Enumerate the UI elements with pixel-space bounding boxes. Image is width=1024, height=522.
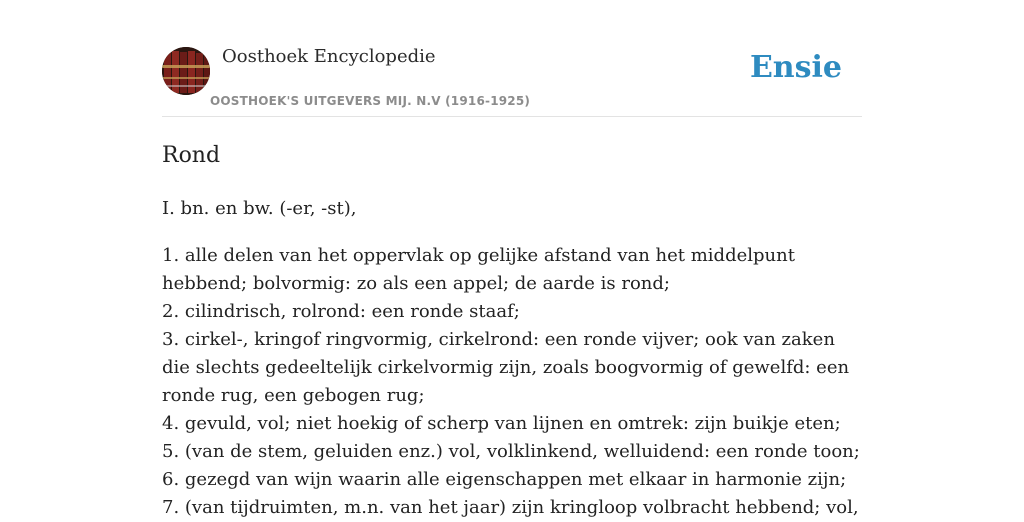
definition-item: 3. cirkel-, kringof ringvormig, cirkelrond: een ronde vijver; ook van zaken die slechts gedeeltelijk cirkelvormig zijn, zoals boogvormig of gewelfd: een ronde rug, een gebogen rug; (162, 329, 850, 406)
source-name[interactable]: Oosthoek Encyclopedie (222, 46, 436, 67)
definition-item: 7. (van tijdruimten, m.n. van het jaar) zijn kringloop volbracht hebbend; vol, (162, 497, 859, 518)
article-grammar-info: I. bn. en bw. (-er, -st), (162, 198, 357, 219)
article-title: Rond (162, 143, 221, 168)
source-avatar[interactable] (162, 47, 210, 95)
definition-item: 1. alle delen van het oppervlak op gelijke afstand van het middelpunt hebbend; bolvormig: zo als een appel; de aarde is rond; (162, 245, 795, 294)
page (162, 0, 862, 522)
definition-item: 2. cilindrisch, rolrond: een ronde staaf; (162, 301, 520, 322)
definition-item: 5. (van de stem, geluiden enz.) vol, volklinkend, welluidend: een ronde toon; (162, 441, 860, 462)
definition-list (162, 242, 862, 522)
definition-item: 4. gevuld, vol; niet hoekig of scherp van lijnen en omtrek: zijn buikje eten; (162, 413, 841, 434)
definition-item: 6. gezegd van wijn waarin alle eigenschappen met elkaar in harmonie zijn; (162, 469, 847, 490)
ensie-logo-link[interactable]: Ensie (749, 50, 842, 85)
source-publisher: OOSTHOEK'S UITGEVERS MIJ. N.V (1916-1925) (210, 94, 531, 108)
source-header (162, 0, 862, 117)
books-icon (162, 47, 210, 95)
